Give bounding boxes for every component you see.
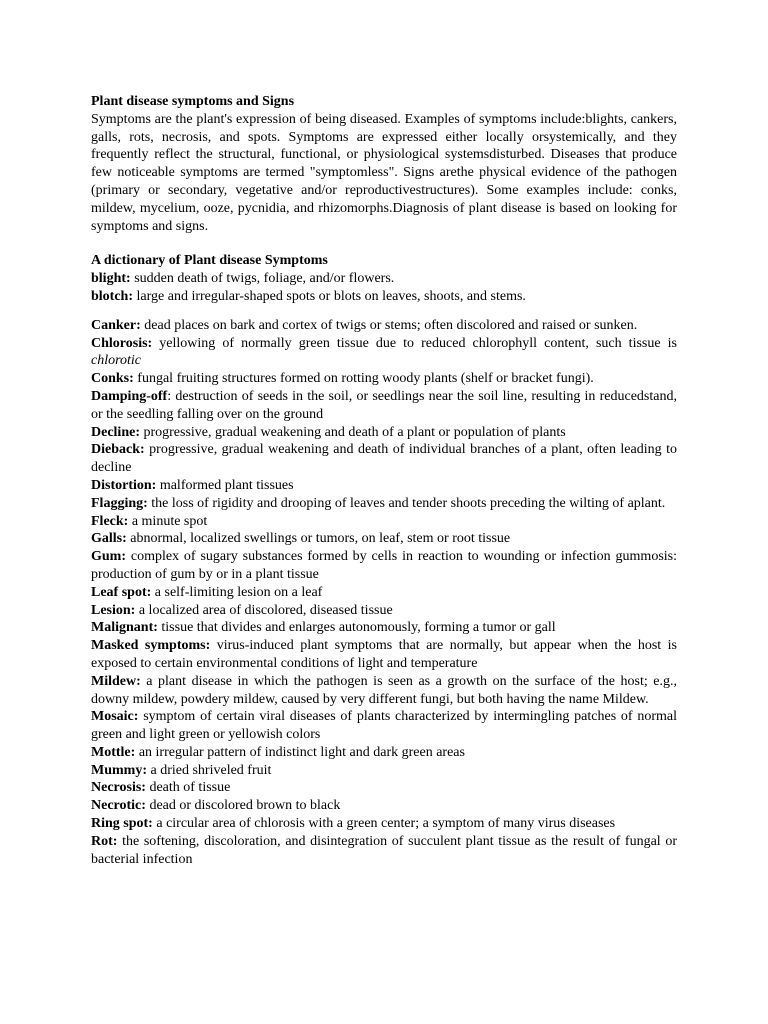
entry-definition: yellowing of normally green tissue due to reduced chlorophyll content, such tissue is [152,335,677,351]
entry-term: Conks: [91,371,134,387]
dictionary-entry [91,288,677,306]
entry-term: Malignant: [91,620,158,636]
dictionary-entry [91,370,677,388]
entry-definition: malformed plant tissues [156,477,294,493]
spacer [91,306,677,317]
dictionary-entry [91,708,677,744]
entry-definition: progressive, gradual weakening and death of a plant or population of plants [139,424,566,440]
dictionary-entry [91,441,677,477]
dictionary-entry [91,270,677,288]
entry-definition: dead places on bark and cortex of twigs or stems; often discolored and raised or sunken. [140,317,638,333]
entry-term: Ring spot: [91,816,153,832]
entry-definition: tissue that divides and enlarges autonomously, forming a tumor or gall [157,620,556,636]
dictionary-entry [91,602,677,620]
entry-term: Leaf spot: [91,584,152,600]
dictionary-entry [91,424,677,442]
entry-definition: a self-limiting lesion on a leaf [151,584,323,600]
dictionary-entry [91,584,677,602]
entry-definition: progressive, gradual weakening and death of individual branches of a plant, often leading to decline [91,442,677,476]
entry-term: Distortion: [91,477,157,493]
entry-definition: a dried shriveled fruit [147,762,272,778]
entry-definition: dead or discolored brown to black [145,798,341,814]
intro-paragraph: Symptoms are the plant's expression of being diseased. Examples of symptoms include:blights, cankers, galls, rots, necrosis, and spots. Symptoms are expressed either locally orsystemically, and they frequently reflect the structural, functional, or physiological systemsdisturbed. Diseases that produce few noticeable symptoms are termed "symptomless". Signs arethe physical evidence of the pathogen (primary or secondary, vegetative and/or reproductivestructures). Some examples include: conks, mildew, mycelium, ooze, pycnidia, and rhizomorphs.Diagnosis of plant disease is based on looking for symptoms and signs. [91,111,677,234]
entry-definition: sudden death of twigs, foliage, and/or flowers. [130,271,395,287]
entry-definition: a circular area of chlorosis with a green center; a symptom of many virus diseases [152,816,616,832]
dictionary-entry [91,530,677,548]
entry-term: Galls: [91,531,127,547]
dictionary-entry [91,744,677,762]
entry-italic-term: chlorotic [91,353,142,369]
entry-term: Masked symptoms: [91,638,211,654]
entry-term: Damping-off [91,388,168,404]
entry-definition: the softening, discoloration, and disintegration of succulent plant tissue as the result of fungal or bacterial infection [91,833,677,867]
section-title-dictionary: A dictionary of Plant disease Symptoms [91,253,328,269]
dictionary-entry [91,477,677,495]
dictionary-entry [91,513,677,531]
dictionary-entry [91,833,677,869]
entry-definition: an irregular pattern of indistinct light and dark green areas [135,744,465,760]
entry-term: Gum: [91,549,126,565]
dictionary-entry [91,317,677,335]
entry-definition: fungal fruiting structures formed on rotting woody plants (shelf or bracket fungi). [133,371,594,387]
entry-definition: complex of sugary substances formed by cells in reaction to wounding or infection gummosis: production of gum by or in a plant tissue [91,549,677,582]
entry-term: Mosaic: [91,709,139,725]
entry-definition: abnormal, localized swellings or tumors, on leaf, stem or root tissue [126,531,511,547]
entry-term: Fleck: [91,513,129,529]
entry-term: Dieback: [91,442,145,458]
entry-definition: a minute spot [128,513,208,529]
entry-term: Rot: [91,833,118,849]
entry-definition: death of tissue [145,780,231,796]
entry-definition: a localized area of discolored, diseased tissue [135,602,393,618]
entry-term: Lesion: [91,602,136,618]
entry-term: Mildew: [91,673,141,689]
entry-term: Mummy: [91,762,147,778]
dictionary-entry [91,762,677,780]
entry-definition: the loss of rigidity and drooping of leaves and tender shoots preceding the wilting of aplant. [147,495,666,511]
dictionary-entry [91,548,677,584]
dictionary-entry [91,797,677,815]
entry-definition: a plant disease in which the pathogen is seen as a growth on the surface of the host; e.g., downy mildew, powdery mildew, caused by very different fungi, but both having the name Mildew. [91,673,677,707]
entry-term: Flagging: [91,495,148,511]
entry-term: blight: [91,271,131,287]
dictionary-entry [91,673,677,709]
entry-definition: : destruction of seeds in the soil, or seedlings near the soil line, resulting in reducedstand, or the seedling falling over on the ground [91,388,677,422]
entry-term: blotch: [91,288,133,304]
entry-definition: virus-induced plant symptoms that are normally, but appear when the host is exposed to certain environmental conditions of light and temperature [91,638,678,671]
document-page [91,93,677,868]
entry-term: Canker: [91,317,141,333]
entry-term: Mottle: [91,744,136,760]
dictionary-entry [91,815,677,833]
dictionary-entries [91,317,677,869]
dictionary-entry [91,619,677,637]
dictionary-entry [91,637,677,673]
entry-definition: symptom of certain viral diseases of plants characterized by intermingling patches of normal green and light green or yellowish colors [91,709,677,743]
entry-definition: large and irregular-shaped spots or blots on leaves, shoots, and stems. [133,288,526,304]
section-title-symptoms-signs: Plant disease symptoms and Signs [91,94,295,109]
dictionary-entry [91,388,677,424]
entry-term: Decline: [91,424,140,440]
entry-term: Necrosis: [91,780,146,796]
dictionary-entry [91,495,677,513]
entry-term: Necrotic: [91,798,146,814]
dictionary-first-entries [91,270,677,306]
dictionary-entry [91,779,677,797]
entry-term: Chlorosis: [91,335,153,351]
dictionary-entry [91,335,677,371]
spacer [91,235,677,252]
